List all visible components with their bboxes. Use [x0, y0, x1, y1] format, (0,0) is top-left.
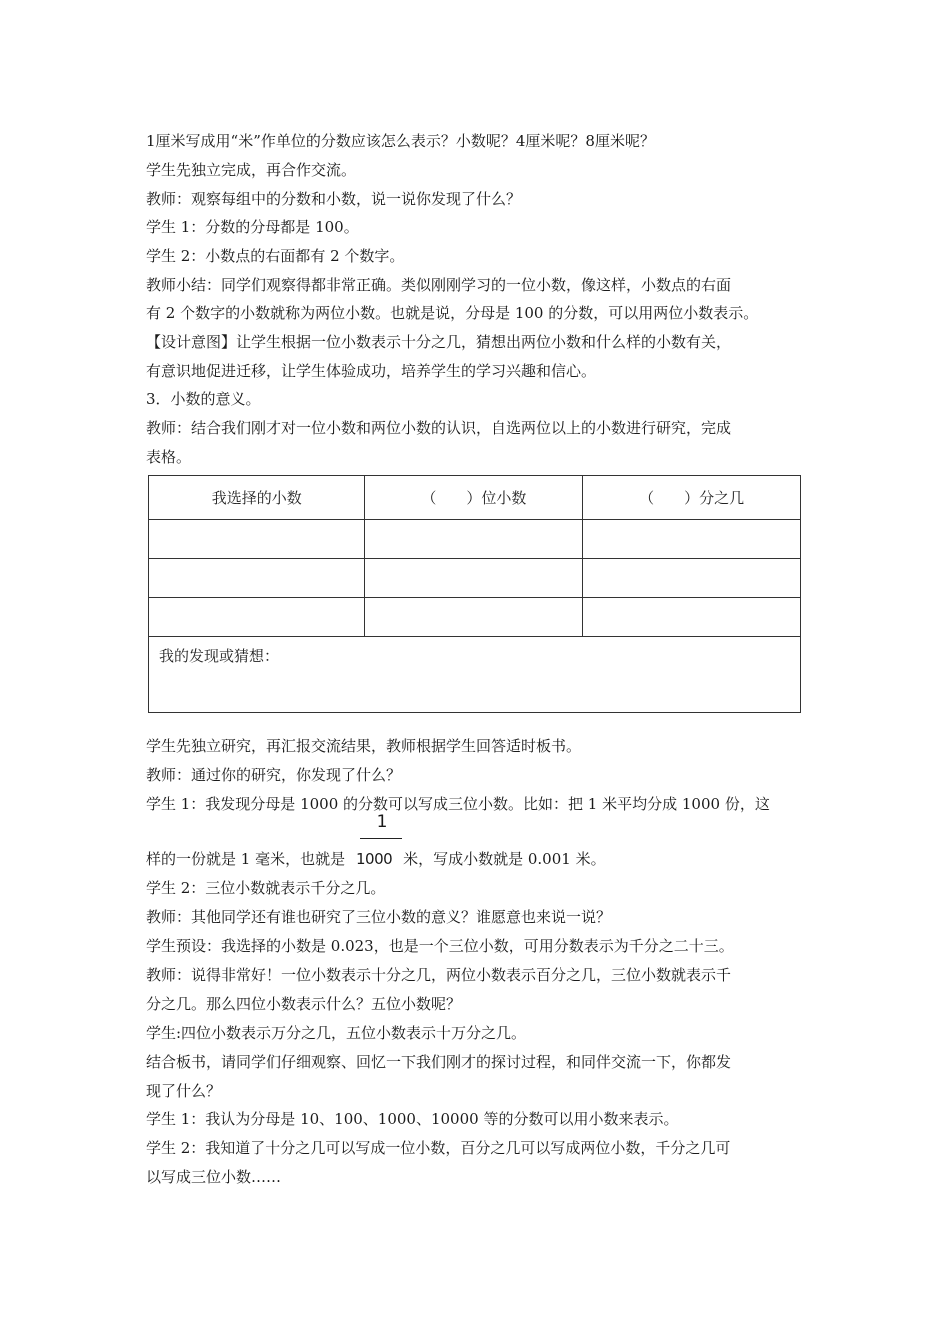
table-cell	[365, 559, 583, 598]
text-line: 现了什么？	[146, 1082, 222, 1100]
text-line: 学生先独立研究，再汇报交流结果，教师根据学生回答适时板书。	[146, 737, 582, 755]
text-line: 分之几。那么四位小数表示什么？五位小数呢？	[146, 995, 462, 1013]
text-line: 教师：说得非常好！一位小数表示十分之几，两位小数表示百分之几，三位小数就表示千	[146, 966, 732, 984]
text-line: 学生 2：三位小数就表示千分之几。	[146, 879, 386, 897]
text-line: 学生 2：我知道了十分之几可以写成一位小数，百分之几可以写成两位小数，千分之几可	[146, 1139, 731, 1157]
text-line: 教师小结：同学们观察得都非常正确。类似刚刚学习的一位小数，像这样，小数点的右面	[146, 276, 732, 294]
text-line: 1厘米写成用“米”作单位的分数应该怎么表示？小数呢？4厘米呢？8厘米呢？	[146, 132, 655, 150]
table-notes-row	[149, 637, 801, 713]
table-cell	[583, 559, 801, 598]
section-heading: 3．小数的意义。	[146, 390, 261, 408]
fraction-denominator: 1000	[356, 850, 393, 868]
text-line: 表格。	[146, 448, 192, 466]
table-header-cell: （ ）位小数	[365, 476, 583, 520]
text-line: 【设计意图】让学生根据一位小数表示十分之几，猜想出两位小数和什么样的小数有关，	[146, 333, 732, 351]
text-line: 有意识地促进迁移，让学生体验成功，培养学生的学习兴趣和信心。	[146, 362, 597, 380]
text-line: 有 2 个数字的小数就称为两位小数。也就是说，分母是 100 的分数，可以用两位小数表示。	[146, 304, 759, 322]
text-line: 教师：通过你的研究，你发现了什么？	[146, 766, 402, 784]
text-line	[146, 848, 804, 870]
text-line: 学生:四位小数表示万分之几，五位小数表示十万分之几。	[146, 1024, 527, 1042]
table-header-cell: 我选择的小数	[149, 476, 365, 520]
table-header-cell: （ ）分之几	[583, 476, 801, 520]
table-header-row	[149, 476, 801, 520]
fraction-bar	[360, 838, 402, 839]
table-row	[149, 598, 801, 637]
table-cell	[149, 559, 365, 598]
notes-cell: 我的发现或猜想：	[149, 637, 801, 713]
text-line: 结合板书，请同学们仔细观察、回忆一下我们刚才的探讨过程，和同伴交流一下，你都发	[146, 1053, 732, 1071]
text-line: 学生 1：我认为分母是 10、100、1000、10000 等的分数可以用小数来表示。	[146, 1110, 679, 1128]
text-line: 学生预设：我选择的小数是 0.023，也是一个三位小数，可用分数表示为千分之二十三。	[146, 937, 734, 955]
table-cell	[149, 520, 365, 559]
text-line: 以写成三位小数……	[146, 1168, 282, 1186]
worksheet-table	[148, 475, 801, 713]
text-line: 学生 1：分数的分母都是 100。	[146, 218, 359, 236]
fraction-numerator: 1	[376, 812, 388, 832]
text-line: 学生先独立完成，再合作交流。	[146, 161, 357, 179]
table-cell	[365, 520, 583, 559]
fraction-line-after: 米，写成小数就是 0.001 米。	[403, 850, 606, 868]
table-cell	[583, 598, 801, 637]
text-line: 教师：其他同学还有谁也研究了三位小数的意义？谁愿意也来说一说？	[146, 908, 612, 926]
table-cell	[583, 520, 801, 559]
text-line: 学生 1：我发现分母是 1000 的分数可以写成三位小数。比如：把 1 米平均分成 1000 份，这	[146, 795, 770, 813]
fraction-line-before: 样的一份就是 1 毫米，也就是	[146, 850, 346, 868]
table-row	[149, 559, 801, 598]
table-cell	[149, 598, 365, 637]
table-row	[149, 520, 801, 559]
text-line: 学生 2：小数点的右面都有 2 个数字。	[146, 247, 405, 265]
table-cell	[365, 598, 583, 637]
text-line: 教师：观察每组中的分数和小数，说一说你发现了什么？	[146, 190, 522, 208]
text-line: 教师：结合我们刚才对一位小数和两位小数的认识，自选两位以上的小数进行研究，完成	[146, 419, 732, 437]
